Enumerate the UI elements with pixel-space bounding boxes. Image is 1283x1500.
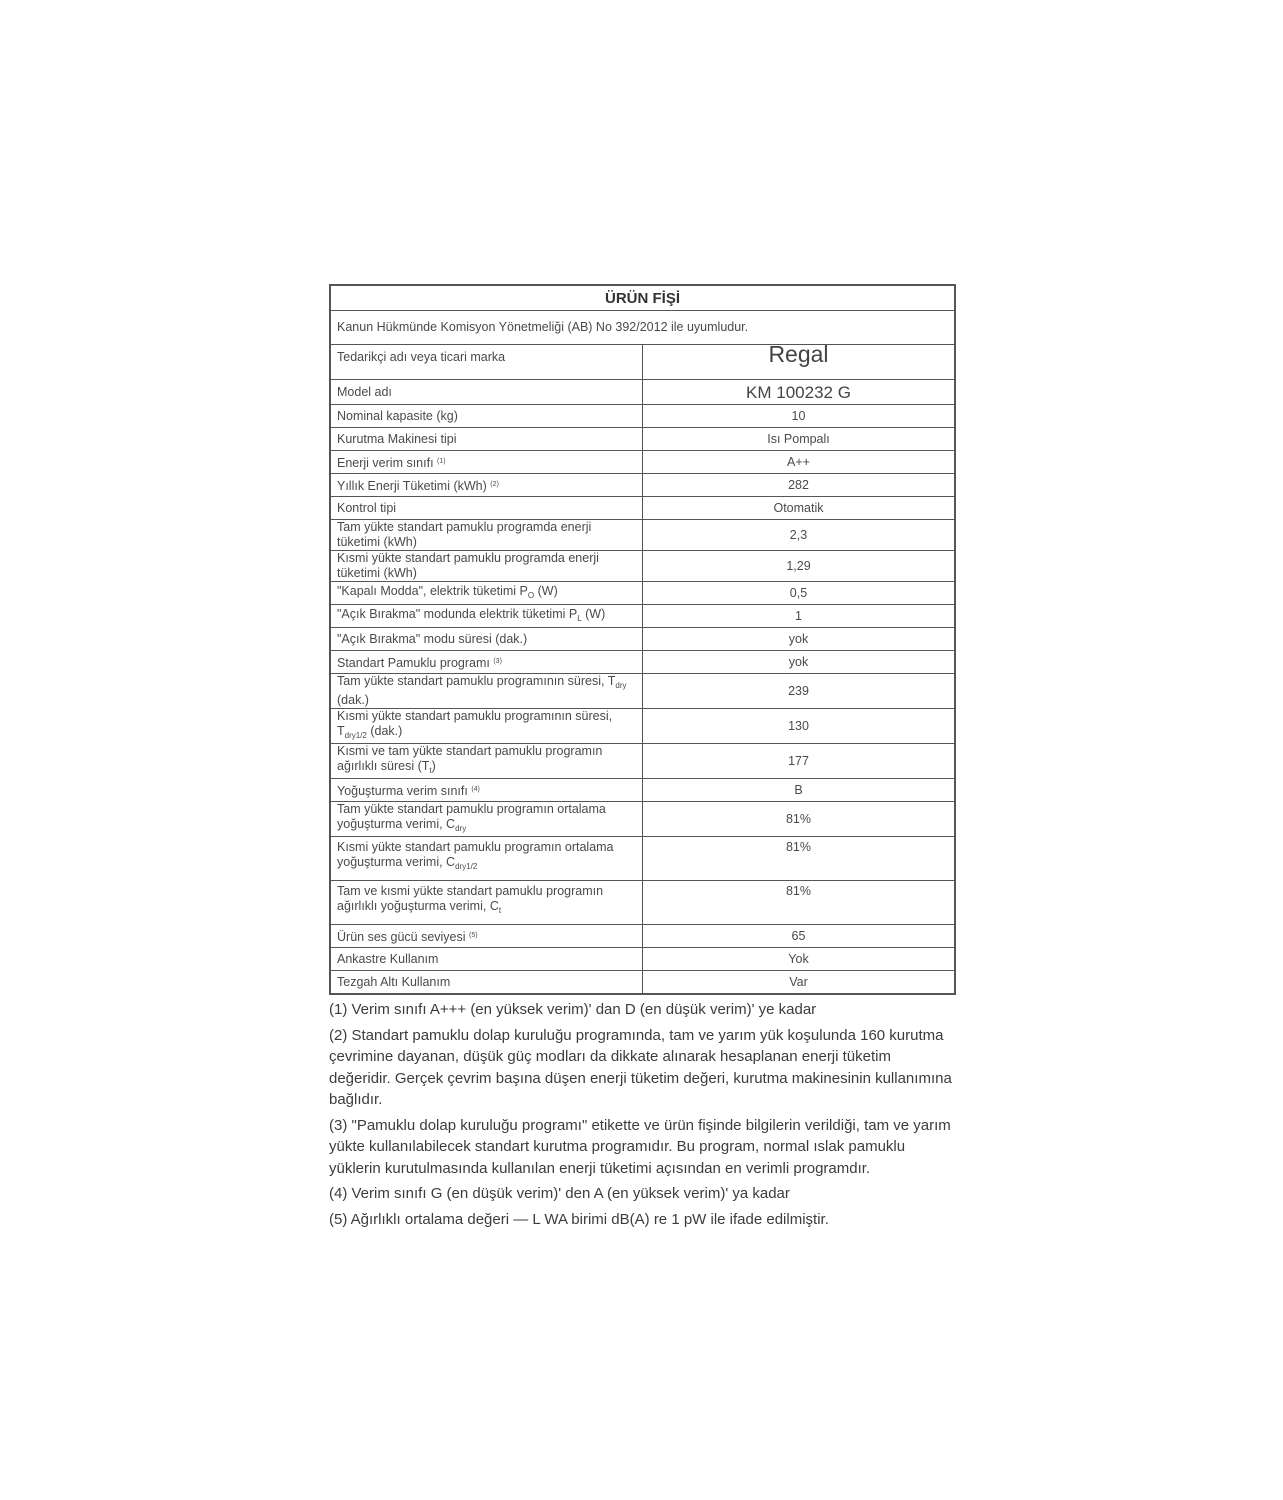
- spec-label: [330, 948, 643, 971]
- spec-label: [330, 497, 643, 520]
- spec-label-text: Kontrol tipi: [337, 500, 397, 515]
- spec-label-text: Nominal kapasite (kg): [337, 408, 458, 423]
- spec-row: [330, 779, 955, 802]
- spec-value: Otomatik: [643, 497, 956, 520]
- spec-value: Isı Pompalı: [643, 428, 956, 451]
- spec-label-text: Kısmi yükte standart pamuklu programının süresi, T: [337, 709, 613, 738]
- spec-label: [330, 428, 643, 451]
- spec-label-text: Yıllık Enerji Tüketimi (kWh): [337, 478, 487, 493]
- spec-label-text: "Açık Bırakma" modunda elektrik tüketimi P: [337, 606, 578, 621]
- spec-label: [330, 971, 643, 995]
- spec-value: yok: [643, 628, 956, 651]
- spec-row: [330, 971, 955, 995]
- footnote: (5) Ağırlıklı ortalama değeri — L WA birimi dB(A) re 1 pW ile ifade edilmiştir.: [329, 1210, 829, 1228]
- spec-row: [330, 709, 955, 744]
- spec-value: Var: [643, 971, 956, 995]
- model-value: KM 100232 G: [643, 380, 956, 405]
- spec-value: 239: [643, 674, 956, 709]
- spec-value: 1,29: [643, 551, 956, 582]
- spec-value: A++: [643, 451, 956, 474]
- footnote-ref: (1): [437, 457, 446, 465]
- spec-label-text: Tam yükte standart pamuklu programda enerji tüketimi (kWh): [337, 520, 592, 549]
- spec-label: [330, 520, 643, 551]
- supplier-row: [330, 345, 955, 380]
- footnote: (1) Verim sınıfı A+++ (en yüksek verim)' dan D (en düşük verim)' ye kadar: [329, 1001, 817, 1018]
- spec-label-text: Kısmi yükte standart pamuklu programda enerji tüketimi (kWh): [337, 551, 599, 580]
- spec-label: [330, 881, 643, 925]
- spec-label-text: Tezgah Altı Kullanım: [337, 974, 451, 989]
- spec-label: [330, 451, 643, 474]
- supplier-label: Tedarikçi adı veya ticari marka: [330, 345, 643, 380]
- spec-label: [330, 582, 643, 605]
- spec-value: 81%: [643, 802, 956, 837]
- footnote-ref: (3): [493, 657, 502, 665]
- supplier-value: Regal: [643, 345, 956, 380]
- spec-row: [330, 925, 955, 948]
- regulation-text: Kanun Hükmünde Komisyon Yönetmeliği (AB) No 392/2012 ile uyumludur.: [330, 311, 955, 345]
- symbol-subscript: dry1/2: [344, 731, 367, 740]
- spec-label-unit: (dak.): [366, 724, 403, 738]
- regulation-row: [330, 311, 955, 345]
- spec-value: 130: [643, 709, 956, 744]
- footnote-ref: (5): [469, 931, 478, 939]
- symbol-subscript: t: [498, 906, 502, 915]
- spec-label: [330, 802, 643, 837]
- footnotes: [329, 999, 956, 1230]
- spec-value: B: [643, 779, 956, 802]
- spec-label-text: Tam yükte standart pamuklu programın ortalama yoğuşturma verimi, C: [337, 802, 606, 831]
- symbol-subscript: L: [577, 613, 582, 623]
- spec-row: [330, 837, 955, 881]
- spec-row: [330, 802, 955, 837]
- spec-label-text: "Kapalı Modda", elektrik tüketimi P: [337, 583, 528, 598]
- spec-label: [330, 551, 643, 582]
- spec-label-text: Standart Pamuklu programı: [337, 655, 490, 670]
- spec-label-text: Kurutma Makinesi tipi: [337, 431, 457, 446]
- spec-row: [330, 674, 955, 709]
- spec-label: [330, 779, 643, 802]
- symbol-subscript: O: [527, 590, 535, 600]
- spec-label: [330, 674, 643, 709]
- symbol-subscript: dry: [615, 681, 627, 690]
- spec-label-unit: ): [431, 759, 436, 773]
- footnote: (3) "Pamuklu dolap kuruluğu programı" etikette ve ürün fişinde bilgilerin verildiği, tam ve yarım yükte kullanılabilecek standart kurutma programıdır. Bu program, normal ıslak pamuklu yüklerin kurutulmasında kullanılan enerji tüketimi açısından en verimli programdır.: [329, 1116, 951, 1177]
- spec-row: [330, 428, 955, 451]
- spec-row: [330, 551, 955, 582]
- spec-label-text: Tam yükte standart pamuklu programının süresi, T: [337, 674, 616, 688]
- symbol-subscript: dry: [455, 824, 467, 833]
- spec-row: [330, 582, 955, 605]
- spec-value: 81%: [643, 881, 956, 925]
- footnote: (2) Standart pamuklu dolap kuruluğu programında, tam ve yarım yük koşulunda 160 kurutma çevrimine dayanan, düşük güç modları da dikkate alınarak hesaplanan enerji tüketim değeridir. Gerçek çevrim başına düşen enerji tüketim değeri, kurutma makinesinin kullanımına bağlıdır.: [329, 1026, 952, 1108]
- spec-label: [330, 628, 643, 651]
- spec-value: Yok: [643, 948, 956, 971]
- spec-label: [330, 925, 643, 948]
- spec-value: yok: [643, 651, 956, 674]
- spec-row: [330, 881, 955, 925]
- spec-value: 81%: [643, 837, 956, 881]
- footnote-ref: (2): [490, 480, 499, 488]
- product-fiche-table: [329, 284, 956, 995]
- spec-label: [330, 709, 643, 744]
- spec-value: 282: [643, 474, 956, 497]
- model-row: [330, 380, 955, 405]
- spec-value: 0,5: [643, 582, 956, 605]
- fiche-title: ÜRÜN FİŞİ: [330, 285, 955, 311]
- spec-label-text: Enerji verim sınıfı: [337, 455, 434, 470]
- spec-value: 1: [643, 605, 956, 628]
- spec-label: [330, 837, 643, 881]
- spec-label-text: Tam ve kısmi yükte standart pamuklu programın ağırlıklı yoğuşturma verimi, C: [337, 884, 604, 913]
- spec-value: 65: [643, 925, 956, 948]
- spec-label-text: "Açık Bırakma" modu süresi (dak.): [337, 631, 528, 646]
- spec-row: [330, 497, 955, 520]
- spec-row: [330, 474, 955, 497]
- spec-row: [330, 605, 955, 628]
- spec-row: [330, 451, 955, 474]
- spec-label-text: Kısmi yükte standart pamuklu programın ortalama yoğuşturma verimi, C: [337, 840, 614, 869]
- spec-label-text: Ankastre Kullanım: [337, 951, 439, 966]
- spec-row: [330, 651, 955, 674]
- spec-label-text: Yoğuşturma verim sınıfı: [337, 783, 468, 798]
- spec-row: [330, 405, 955, 428]
- spec-label-unit: (W): [581, 606, 606, 621]
- spec-row: [330, 628, 955, 651]
- spec-label-text: Ürün ses gücü seviyesi: [337, 929, 466, 944]
- spec-label-unit: (dak.): [337, 693, 369, 707]
- spec-label: [330, 605, 643, 628]
- spec-row: [330, 744, 955, 779]
- spec-row: [330, 948, 955, 971]
- symbol-subscript: t: [429, 766, 432, 775]
- spec-label: [330, 405, 643, 428]
- spec-value: 10: [643, 405, 956, 428]
- model-label: Model adı: [330, 380, 643, 405]
- spec-value: 177: [643, 744, 956, 779]
- spec-value: 2,3: [643, 520, 956, 551]
- product-fiche: [329, 284, 956, 1234]
- spec-label: [330, 651, 643, 674]
- spec-label-text: Kısmi ve tam yükte standart pamuklu programın ağırlıklı süresi (T: [337, 744, 603, 773]
- spec-label: [330, 744, 643, 779]
- footnote: (4) Verim sınıfı G (en düşük verim)' den A (en yüksek verim)' ya kadar: [329, 1185, 790, 1202]
- title-row: [330, 285, 955, 311]
- symbol-subscript: dry1/2: [455, 862, 478, 871]
- footnote-ref: (4): [471, 785, 480, 793]
- spec-row: [330, 520, 955, 551]
- spec-label-unit: (W): [534, 583, 558, 598]
- spec-label: [330, 474, 643, 497]
